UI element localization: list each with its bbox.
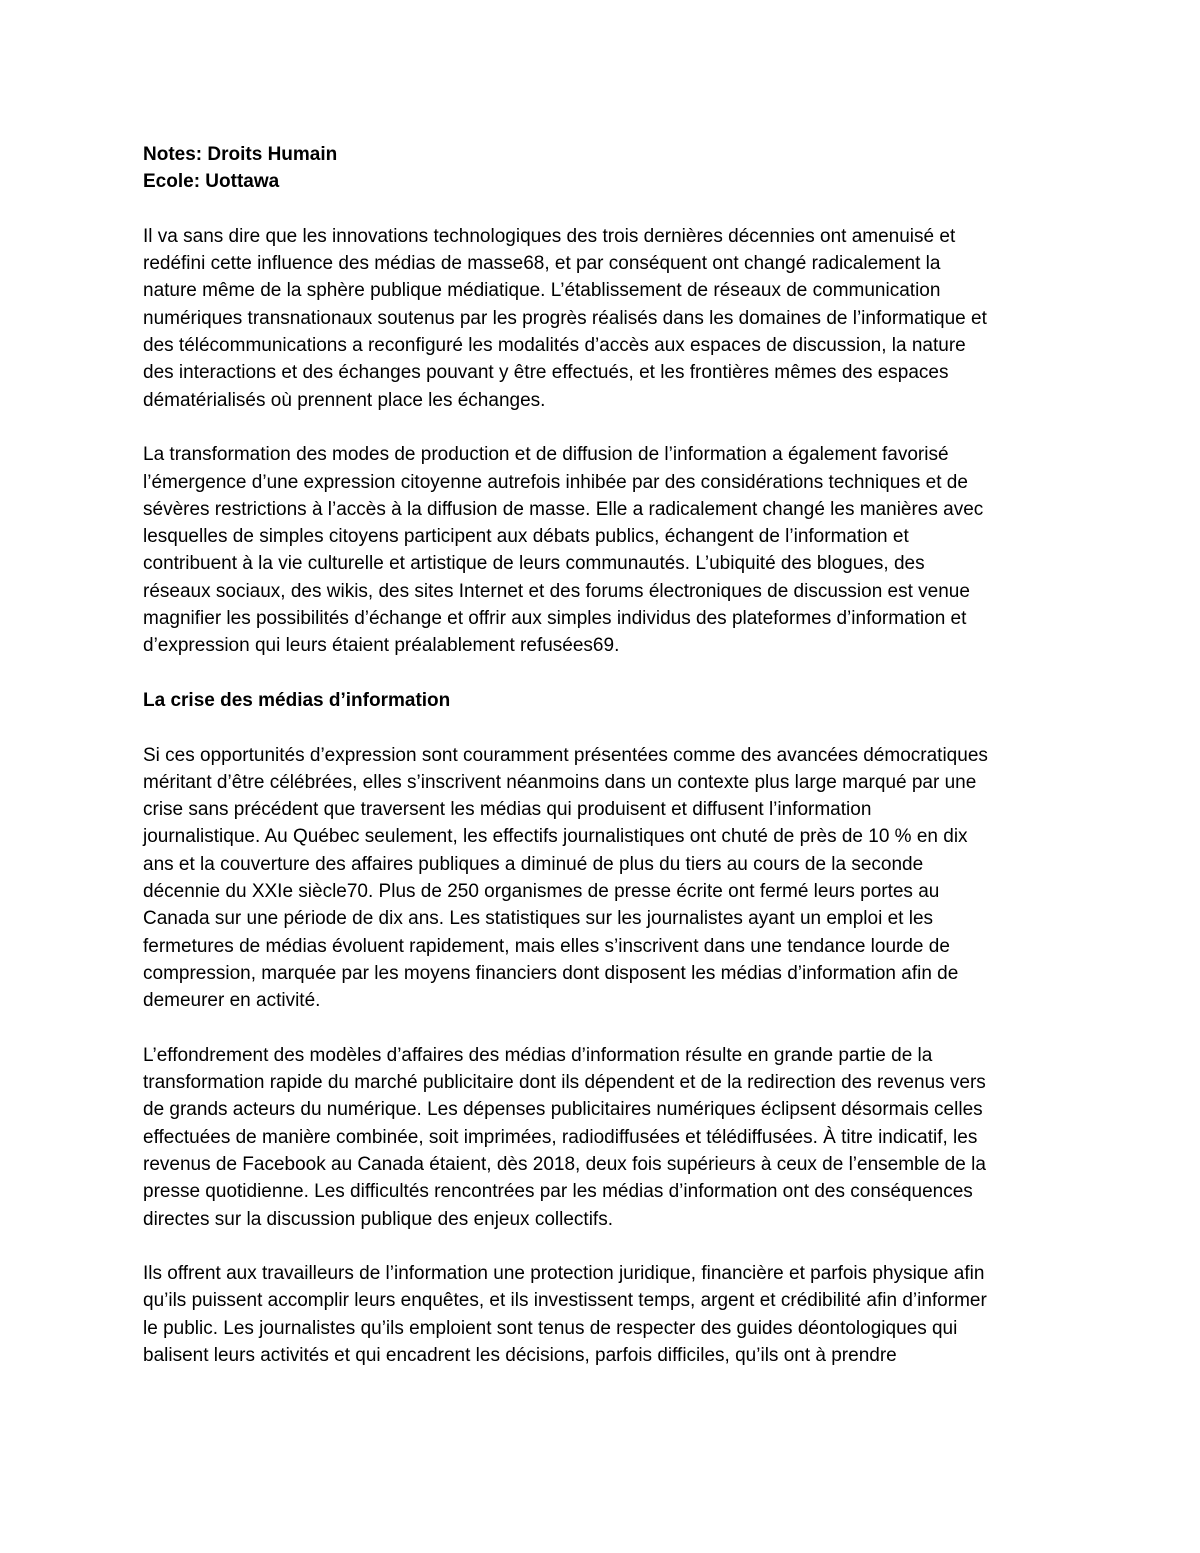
text-line: réseaux sociaux, des wikis, des sites Internet et des forums électroniques de discussion est venue [143,580,970,602]
text-line: transformation rapide du marché publicitaire dont ils dépendent et de la redirection des revenus vers [143,1072,986,1094]
text-line: le public. Les journalistes qu’ils emploient sont tenus de respecter des guides déontologiques qui [143,1317,958,1339]
text-line: lesquelles de simples citoyens participent aux débats publics, échangent de l’information et [143,526,909,548]
document-page [143,141,1068,1369]
school-title: Ecole: Uottawa [143,171,280,193]
text-line: presse quotidienne. Les difficultés rencontrées par les médias d’information ont des conséquences [143,1181,973,1203]
text-line: d’expression qui leurs étaient préalablement refusées69. [143,635,620,657]
intro-paragraphs [143,223,1068,660]
text-line: Il va sans dire que les innovations technologiques des trois dernières décennies ont amenuisé et [143,225,956,247]
text-line: méritant d’être célébrées, elles s’inscrivent néanmoins dans un contexte plus large marqué par une [143,771,977,793]
paragraph [143,441,1068,659]
text-line: Canada sur une période de dix ans. Les statistiques sur les journalistes ayant un emploi et les [143,908,934,930]
text-line: demeurer en activité. [143,990,321,1012]
text-line: des interactions et des échanges pouvant y être effectués, et les frontières mêmes des espaces [143,362,949,384]
text-line: crise sans précédent que traversent les médias qui produisent et diffusent l’information [143,799,872,821]
text-line: Si ces opportunités d’expression sont couramment présentées comme des avancées démocratiques [143,744,988,766]
notes-title: Notes: Droits Humain [143,144,338,165]
text-line: compression, marquée par les moyens financiers dont disposent les médias d’information afin de [143,962,959,984]
text-line: La transformation des modes de production et de diffusion de l’information a également favorisé [143,444,949,466]
text-line: magnifier les possibilités d’échange et offrir aux simples individus des plateformes d’information et [143,608,967,630]
text-line: sévères restrictions à l’accès à la diffusion de masse. Elle a radicalement changé les manières avec [143,498,984,520]
text-line: dématérialisés où prennent place les échanges. [143,389,546,411]
section-heading: La crise des médias d’information [143,689,451,711]
text-line: fermetures de médias évoluent rapidement, mais elles s’inscrivent dans une tendance lourde de [143,935,950,957]
text-line: Ils offrent aux travailleurs de l’information une protection juridique, financière et parfois physique afin [143,1263,985,1285]
section-paragraphs [143,742,1068,1370]
text-line: nature même de la sphère publique médiatique. L’établissement de réseaux de communication [143,280,941,302]
text-line: balisent leurs activités et qui encadrent les décisions, parfois difficiles, qu’ils ont à prendre [143,1345,897,1367]
text-line: l’émergence d’une expression citoyenne autrefois inhibée par des considérations techniques et de [143,471,968,493]
paragraph [143,1260,1068,1369]
text-line: ans et la couverture des affaires publiques a diminué de plus du tiers au cours de la seconde [143,853,924,875]
paragraph [143,742,1068,1015]
text-line: qu’ils puissent accomplir leurs enquêtes, et ils investissent temps, argent et crédibilité afin d’informer [143,1290,987,1312]
text-line: redéfini cette influence des médias de masse68, et par conséquent ont changé radicalement la [143,253,941,275]
paragraph [143,223,1068,414]
text-line: contribuent à la vie culturelle et artistique de leurs communautés. L’ubiquité des blogues, des [143,553,925,575]
text-line: directes sur la discussion publique des enjeux collectifs. [143,1208,613,1230]
text-line: des télécommunications a reconfiguré les modalités d’accès aux espaces de discussion, la nature [143,335,966,357]
text-line: numériques transnationaux soutenus par les progrès réalisés dans les domaines de l’informatique et [143,307,987,329]
paragraph [143,1042,1068,1233]
text-line: décennie du XXIe siècle70. Plus de 250 organismes de presse écrite ont fermé leurs portes au [143,881,940,903]
text-line: de grands acteurs du numérique. Les dépenses publicitaires numériques éclipsent désormais celles [143,1099,983,1121]
text-line: revenus de Facebook au Canada étaient, dès 2018, deux fois supérieurs à ceux de l’ensemble de la [143,1153,986,1175]
text-line: journalistique. Au Québec seulement, les effectifs journalistiques ont chuté de près de 10 % en dix [143,826,968,848]
text-line: L’effondrement des modèles d’affaires des médias d’information résulte en grande partie de la [143,1044,933,1066]
text-line: effectuées de manière combinée, soit imprimées, radiodiffusées et télédiffusées. À titre indicatif, les [143,1126,978,1148]
document-header [143,141,1068,196]
